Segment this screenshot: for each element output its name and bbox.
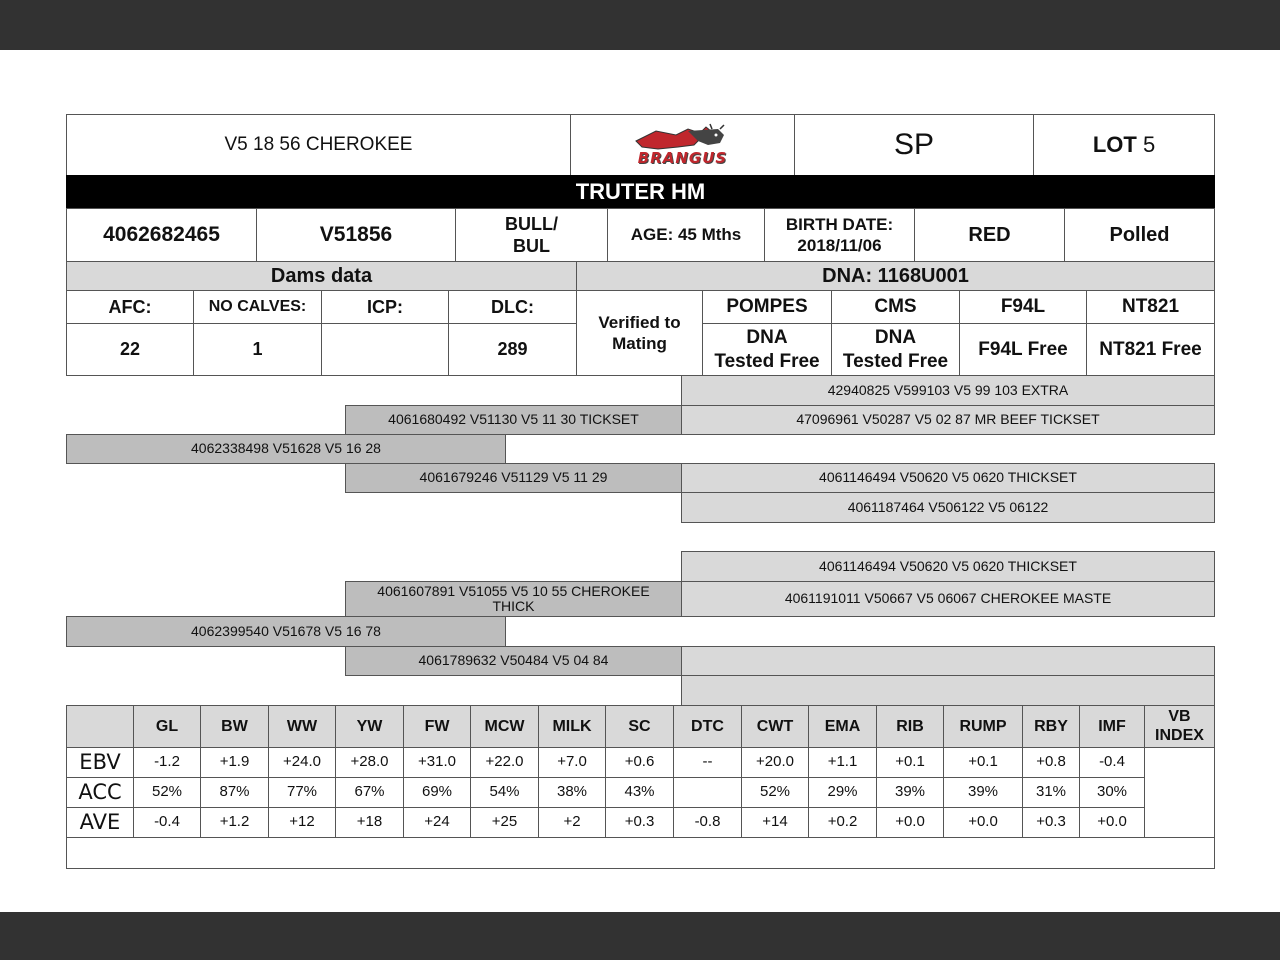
ebv-value: +0.8 [1022,747,1080,778]
no-calves-value: 1 [193,323,322,376]
result-line1: DNA [746,326,788,348]
ebv-value: -1.2 [133,747,201,778]
sex-line1: BULL/ [505,213,558,234]
dna-test-name: F94L [959,290,1087,324]
acc-value: 31% [1022,777,1080,808]
animal-sex [455,208,608,262]
ave-value: +18 [335,807,404,838]
ebv-col-header: BW [200,705,269,748]
lot-value: 5 [1142,132,1156,158]
dna-title: DNA: 1168U001 [576,261,1215,291]
ebv-col-header: WW [268,705,336,748]
ebv-value: +1.1 [808,747,877,778]
ave-value: +0.3 [605,807,674,838]
ave-value: +0.0 [1079,807,1145,838]
acc-value: 52% [741,777,809,808]
pedigree-dam-dam-sire [681,646,1215,676]
pedigree-dam-dam: 4061789632 V50484 V5 04 84 [345,646,682,676]
dlc-label: DLC: [448,290,577,324]
ebv-col-header: DTC [673,705,742,748]
ebv-value: +1.9 [200,747,269,778]
ebv-row-label: ACC [66,777,134,808]
dam-sire-line2: THICK [492,598,535,614]
acc-value: 38% [538,777,606,808]
dams-data-title: Dams data [66,261,577,291]
ebv-col-header: IMF [1079,705,1145,748]
afc-label: AFC: [66,290,194,324]
acc-value: 52% [133,777,201,808]
pedigree-sire-sire: 4061680492 V51130 V5 11 30 TICKSET [345,405,682,435]
dna-test-result: NT821 Free [1086,323,1215,376]
ave-value: +0.2 [808,807,877,838]
verified-line1: Verified to [598,312,681,332]
notes-row [66,837,1215,869]
ebv-row-label: EBV [66,747,134,778]
ave-value: -0.4 [133,807,201,838]
pedigree-dam: 4062399540 V51678 V5 16 78 [66,616,506,647]
ave-value: +0.0 [943,807,1023,838]
icp-value [321,323,449,376]
pedigree-sire-dam-dam: 4061187464 V506122 V5 06122 [681,492,1215,523]
sex-line2: BUL [513,236,550,256]
animal-color: RED [914,208,1065,262]
lot-number [1033,114,1215,176]
pedigree-dam-sire [345,581,682,617]
birth-date-label: BIRTH DATE: [785,214,894,234]
ebv-value: -- [673,747,742,778]
pedigree-dam-dam-dam [681,675,1215,706]
acc-value: 39% [943,777,1023,808]
bottom-border-bar [0,912,1280,960]
dna-test-result [702,323,832,376]
acc-value: 30% [1079,777,1145,808]
ebv-value: +24.0 [268,747,336,778]
ebv-col-header: MCW [470,705,539,748]
ave-value: +14 [741,807,809,838]
ebv-row-label: AVE [66,807,134,838]
vb-line2: INDEX [1155,726,1204,744]
icp-label: ICP: [321,290,449,324]
ebv-col-header: SC [605,705,674,748]
pedigree-sire-sire-sire: 42940825 V599103 V5 99 103 EXTRA [681,375,1215,406]
dam-sire-line1: 4061607891 V51055 V5 10 55 CHEROKEE [377,582,650,599]
dna-test-name: POMPES [702,290,832,324]
ebv-col-header: RIB [876,705,944,748]
brangus-logo [570,114,795,176]
ave-value: +24 [403,807,471,838]
animal-name: V5 18 56 CHEROKEE [66,114,571,176]
dna-test-name: NT821 [1086,290,1215,324]
ebv-value: +0.6 [605,747,674,778]
pedigree-sire: 4062338498 V51628 V5 16 28 [66,434,506,464]
vb-line1: VB [1168,708,1191,726]
ebv-value: +22.0 [470,747,539,778]
ebv-value: +31.0 [403,747,471,778]
ebv-value: +7.0 [538,747,606,778]
acc-value: 39% [876,777,944,808]
pedigree-dam-sire-dam: 4061191011 V50667 V5 06067 CHEROKEE MASTE [681,581,1215,617]
ave-value: +0.3 [1022,807,1080,838]
acc-value: 43% [605,777,674,808]
dna-test-name: CMS [831,290,960,324]
lot-label: LOT [1092,132,1137,158]
ebv-col-header: YW [335,705,404,748]
sp-code: SP [794,114,1034,176]
acc-value: 54% [470,777,539,808]
ebv-value: +28.0 [335,747,404,778]
birth-date-value: 2018/11/06 [797,236,882,255]
acc-value: 87% [200,777,269,808]
breeder-name: TRUTER HM [66,175,1215,209]
result-line1: DNA [874,326,917,348]
ebv-col-header: EMA [808,705,877,748]
result-line2: Tested Free [714,350,820,372]
ave-value: +1.2 [200,807,269,838]
pedigree-sire-dam-sire: 4061146494 V50620 V5 0620 THICKSET [681,463,1215,493]
pedigree-dam-sire-sire: 4061146494 V50620 V5 0620 THICKSET [681,551,1215,582]
ebv-col-header: FW [403,705,471,748]
animal-id: V51856 [256,208,456,262]
animal-age: AGE: 45 Mths [607,208,765,262]
afc-value: 22 [66,323,194,376]
ave-value: +12 [268,807,336,838]
registration-number: 4062682465 [66,208,257,262]
ebv-col-header: RUMP [943,705,1023,748]
vb-index-value [1144,747,1215,838]
verified-line2: Mating [612,334,667,353]
ebv-corner [66,705,134,748]
dlc-value: 289 [448,323,577,376]
ebv-col-header: GL [133,705,201,748]
acc-value [673,777,742,808]
birth-date [764,208,915,262]
ave-value: -0.8 [673,807,742,838]
ebv-value: +0.1 [943,747,1023,778]
acc-value: 67% [335,777,404,808]
logo-wordmark: BRANGUS [637,148,728,167]
ebv-value: -0.4 [1079,747,1145,778]
horn-status: Polled [1064,208,1215,262]
pedigree-sire-dam: 4061679246 V51129 V5 11 29 [345,463,682,493]
acc-value: 77% [268,777,336,808]
ebv-col-header: RBY [1022,705,1080,748]
ave-value: +0.0 [876,807,944,838]
dna-test-result: F94L Free [959,323,1087,376]
pedigree-sire-sire-dam: 47096961 V50287 V5 02 87 MR BEEF TICKSET [681,405,1215,435]
ebv-col-header: CWT [741,705,809,748]
ave-value: +2 [538,807,606,838]
result-line2: Tested Free [842,350,949,372]
acc-value: 69% [403,777,471,808]
no-calves-label: NO CALVES: [193,290,322,324]
ave-value: +25 [470,807,539,838]
verified-to-mating [576,290,703,376]
ebv-col-header: MILK [538,705,606,748]
top-border-bar [0,0,1280,50]
dna-test-result [831,323,960,376]
acc-value: 29% [808,777,877,808]
vb-index-header [1144,705,1215,748]
ebv-value: +0.1 [876,747,944,778]
ebv-value: +20.0 [741,747,809,778]
